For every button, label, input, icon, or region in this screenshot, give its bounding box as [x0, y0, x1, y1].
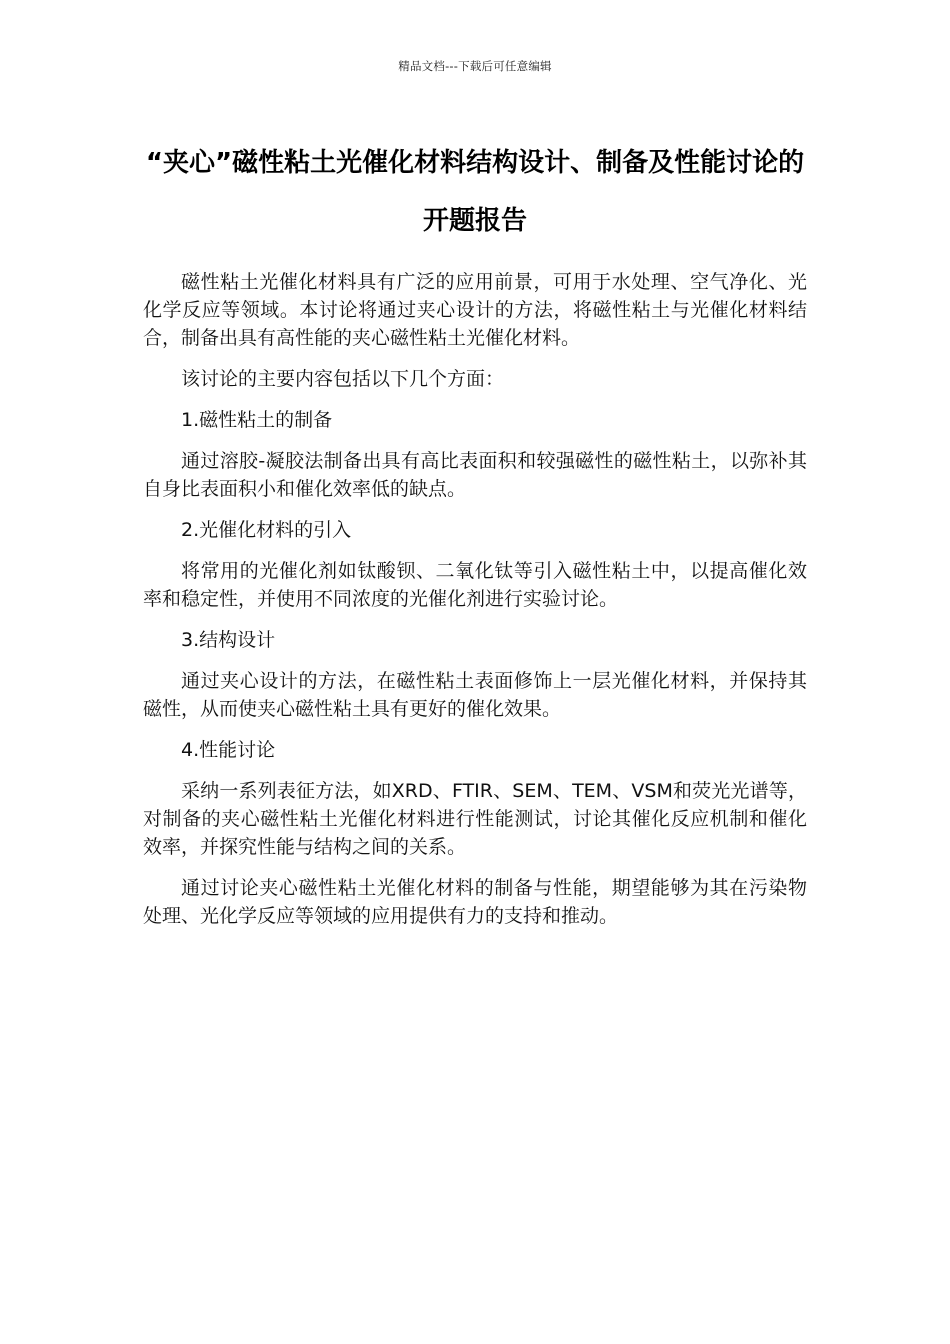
paragraph-intro: 磁性粘土光催化材料具有广泛的应用前景，可用于水处理、空气净化、光化学反应等领域。本讨论将通过夹心设计的方法，将磁性粘土与光催化材料结合，制备出具有高性能的夹心磁性粘土光催化材料。	[143, 271, 807, 349]
document-body	[143, 268, 807, 943]
section-heading-2: 2.光催化材料的引入	[181, 519, 352, 541]
paragraph-conclusion: 通过讨论夹心磁性粘土光催化材料的制备与性能，期望能够为其在污染物处理、光化学反应等领域的应用提供有力的支持和推动。	[143, 877, 807, 927]
paragraph-section-2: 将常用的光催化剂如钛酸钡、二氧化钛等引入磁性粘土中，以提高催化效率和稳定性，并使用不同浓度的光催化剂进行实验讨论。	[143, 560, 807, 610]
paragraph-section-4: 采纳一系列表征方法，如XRD、FTIR、SEM、TEM、VSM和荧光光谱等，对制备的夹心磁性粘土光催化材料进行性能测试，讨论其催化反应机制和催化效率，并探究性能与结构之间的关系。	[143, 780, 807, 858]
document-title: “夹心”磁性粘土光催化材料结构设计、制备及性能讨论的开题报告	[145, 148, 805, 236]
paragraph-section-3: 通过夹心设计的方法，在磁性粘土表面修饰上一层光催化材料，并保持其磁性，从而使夹心磁性粘土具有更好的催化效果。	[143, 670, 807, 720]
header-note: 精品文档---下载后可任意编辑	[398, 59, 552, 73]
paragraph-contents-lead: 该讨论的主要内容包括以下几个方面：	[181, 368, 505, 390]
section-heading-3: 3.结构设计	[181, 629, 276, 651]
paragraph-section-1: 通过溶胶-凝胶法制备出具有高比表面积和较强磁性的磁性粘土，以弥补其自身比表面积小和催化效率低的缺点。	[143, 450, 807, 500]
section-heading-4: 4.性能讨论	[181, 739, 276, 761]
section-heading-1: 1.磁性粘土的制备	[181, 409, 333, 431]
